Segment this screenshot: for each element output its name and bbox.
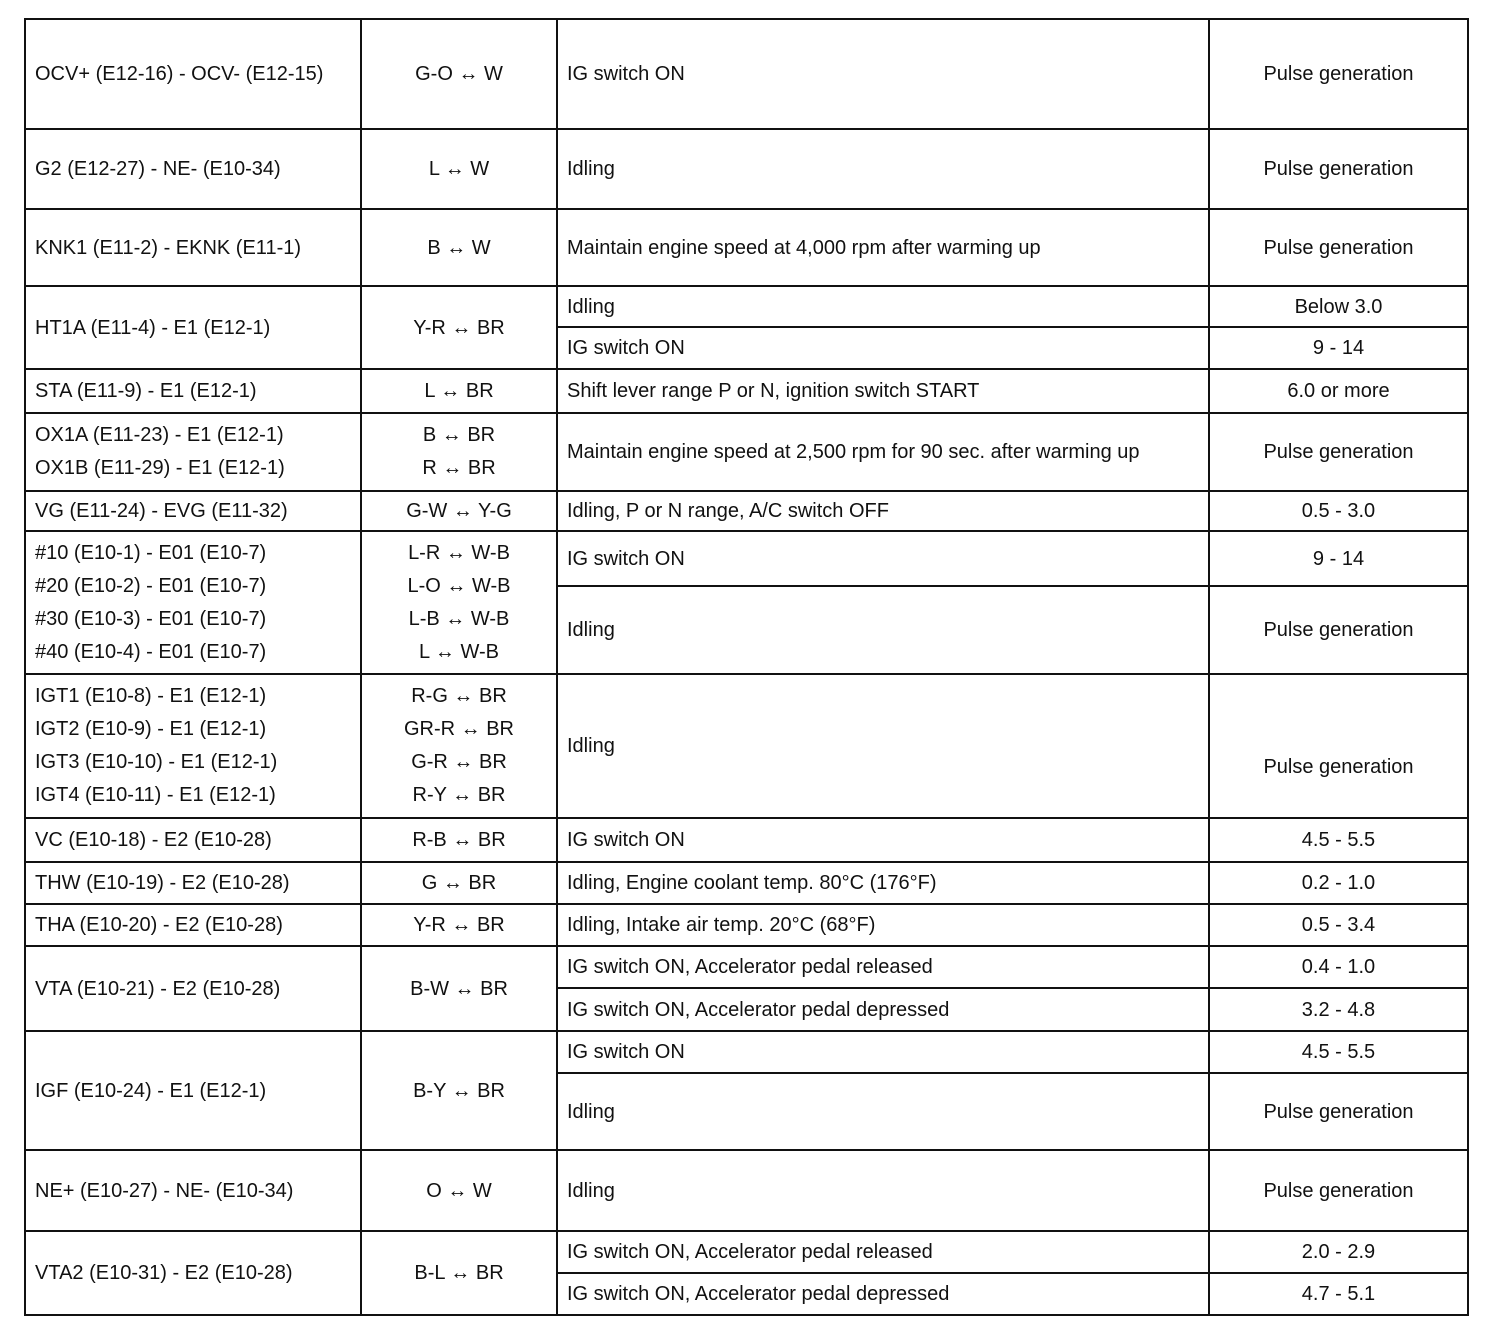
terminal-label: IGT1 (E10-8) - E1 (E12-1) — [35, 685, 267, 707]
wiring-label: L-B ↔ W-B — [408, 607, 510, 630]
terminal-label: OX1A (E11-23) - E1 (E12-1) — [35, 424, 284, 446]
specified-value-cell: 4.7 - 5.1 — [1209, 1273, 1468, 1315]
table-row — [25, 674, 1468, 818]
wiring-label: L ↔ W-B — [418, 640, 499, 663]
condition-cell: Idling — [557, 674, 1209, 818]
specified-value-cell: Below 3.0 — [1209, 286, 1468, 327]
condition-cell: IG switch ON, Accelerator pedal depressed — [557, 1273, 1209, 1315]
terminal-cell: THW (E10-19) - E2 (E10-28) — [25, 862, 361, 904]
wiring-label: L-O ↔ W-B — [407, 574, 511, 597]
terminal-label: OCV+ (E12-16) - OCV- (E12-15) — [35, 63, 324, 85]
specified-value-cell: Pulse generation — [1209, 1073, 1468, 1150]
terminal-label: IGT4 (E10-11) - E1 (E12-1) — [35, 784, 276, 806]
table-row — [25, 369, 1468, 413]
specified-value-cell: 6.0 or more — [1209, 369, 1468, 413]
wiring-color-cell: G ↔ BR — [361, 862, 557, 904]
specified-value-cell: Pulse generation — [1209, 674, 1468, 818]
wiring-label: R ↔ BR — [422, 457, 496, 479]
table-row — [25, 286, 1468, 327]
wiring-color-cell: Y-R ↔ BR — [361, 904, 557, 946]
terminal-label: #40 (E10-4) - E01 (E10-7) — [35, 640, 267, 663]
wiring-color-cell: Y-R ↔ BR — [361, 286, 557, 369]
terminal-cell: G2 (E12-27) - NE- (E10-34) — [25, 129, 361, 209]
condition-cell: IG switch ON — [557, 19, 1209, 129]
specified-value-cell: 4.5 - 5.5 — [1209, 1031, 1468, 1073]
specified-value-cell: 9 - 14 — [1209, 327, 1468, 369]
condition-cell: Shift lever range P or N, ignition switch START — [557, 369, 1209, 413]
table-row — [25, 531, 1468, 586]
terminal-label: IGT3 (E10-10) - E1 (E12-1) — [35, 751, 278, 773]
wiring-color-cell: B-Y ↔ BR — [361, 1031, 557, 1150]
terminal-cell: NE+ (E10-27) - NE- (E10-34) — [25, 1150, 361, 1231]
wiring-label: G-R ↔ BR — [411, 751, 507, 773]
specified-value-cell: Pulse generation — [1209, 209, 1468, 286]
wiring-color-cell: B-W ↔ BR — [361, 946, 557, 1031]
specified-value-cell: Pulse generation — [1209, 586, 1468, 674]
specified-value-cell: 9 - 14 — [1209, 531, 1468, 586]
condition-cell: Maintain engine speed at 4,000 rpm after warming up — [557, 209, 1209, 286]
condition-cell: Idling — [557, 1073, 1209, 1150]
terminal-cell: VC (E10-18) - E2 (E10-28) — [25, 818, 361, 862]
table-row — [25, 1031, 1468, 1073]
condition-cell: Idling — [557, 286, 1209, 327]
specified-value-cell: Pulse generation — [1209, 413, 1468, 491]
wiring-color-cell: R-B ↔ BR — [361, 818, 557, 862]
wiring-color-cell: G-W ↔ Y-G — [361, 491, 557, 531]
table-row — [25, 818, 1468, 862]
terminal-label: OX1B (E11-29) - E1 (E12-1) — [35, 457, 285, 479]
table-row — [25, 904, 1468, 946]
terminal-cell: HT1A (E11-4) - E1 (E12-1) — [25, 286, 361, 369]
wiring-label: GR-R ↔ BR — [404, 718, 514, 740]
specified-value-cell: 3.2 - 4.8 — [1209, 988, 1468, 1031]
terminal-label: IGT2 (E10-9) - E1 (E12-1) — [35, 718, 267, 740]
terminal-label: #30 (E10-3) - E01 (E10-7) — [35, 607, 267, 630]
table-row — [25, 209, 1468, 286]
condition-cell: Idling, Engine coolant temp. 80°C (176°F) — [557, 862, 1209, 904]
terminal-label: #20 (E10-2) - E01 (E10-7) — [35, 574, 267, 597]
wiring-color-cell — [361, 531, 557, 674]
condition-cell: Idling — [557, 586, 1209, 674]
terminal-label: #10 (E10-1) - E01 (E10-7) — [35, 541, 267, 564]
terminal-cell: VTA (E10-21) - E2 (E10-28) — [25, 946, 361, 1031]
condition-cell: IG switch ON — [557, 531, 1209, 586]
terminal-cell: VG (E11-24) - EVG (E11-32) — [25, 491, 361, 531]
condition-cell: IG switch ON — [557, 818, 1209, 862]
condition-cell: IG switch ON — [557, 327, 1209, 369]
terminal-cell — [25, 413, 361, 491]
wiring-color-cell: L ↔ W — [361, 129, 557, 209]
condition-cell: IG switch ON — [557, 1031, 1209, 1073]
wiring-label: R-Y ↔ BR — [412, 784, 506, 806]
wiring-color-cell: O ↔ W — [361, 1150, 557, 1231]
condition-cell: Idling — [557, 1150, 1209, 1231]
condition-cell: Idling, P or N range, A/C switch OFF — [557, 491, 1209, 531]
wiring-label: B ↔ BR — [422, 424, 496, 446]
table-row — [25, 129, 1468, 209]
terminal-cell — [25, 531, 361, 674]
specified-value-cell: 0.5 - 3.4 — [1209, 904, 1468, 946]
wiring-label: L-R ↔ W-B — [408, 541, 510, 564]
terminal-cell: KNK1 (E11-2) - EKNK (E11-1) — [25, 209, 361, 286]
table-row — [25, 1231, 1468, 1273]
terminal-cell — [25, 19, 361, 129]
condition-cell: Idling — [557, 129, 1209, 209]
condition-cell: Idling, Intake air temp. 20°C (68°F) — [557, 904, 1209, 946]
condition-cell: IG switch ON, Accelerator pedal released — [557, 946, 1209, 988]
table-row — [25, 1150, 1468, 1231]
wiring-color-cell: B-L ↔ BR — [361, 1231, 557, 1315]
specified-value-cell: 0.5 - 3.0 — [1209, 491, 1468, 531]
terminal-voltage-spec-table — [24, 18, 1469, 1316]
table-row — [25, 946, 1468, 988]
wiring-color-cell — [361, 413, 557, 491]
specified-value-cell: 2.0 - 2.9 — [1209, 1231, 1468, 1273]
specified-value-cell: 4.5 - 5.5 — [1209, 818, 1468, 862]
wiring-color-cell: L ↔ BR — [361, 369, 557, 413]
specified-value-cell: 0.2 - 1.0 — [1209, 862, 1468, 904]
terminal-cell: THA (E10-20) - E2 (E10-28) — [25, 904, 361, 946]
specified-value-cell: Pulse generation — [1209, 129, 1468, 209]
terminal-cell: VTA2 (E10-31) - E2 (E10-28) — [25, 1231, 361, 1315]
specified-value-cell: Pulse generation — [1209, 19, 1468, 129]
condition-cell: IG switch ON, Accelerator pedal released — [557, 1231, 1209, 1273]
condition-cell: IG switch ON, Accelerator pedal depressed — [557, 988, 1209, 1031]
table-row — [25, 491, 1468, 531]
wiring-color-cell — [361, 674, 557, 818]
wiring-color-cell: G-O ↔ W — [361, 19, 557, 129]
terminal-cell: IGF (E10-24) - E1 (E12-1) — [25, 1031, 361, 1150]
condition-cell: Maintain engine speed at 2,500 rpm for 90 sec. after warming up — [557, 413, 1209, 491]
terminal-cell: STA (E11-9) - E1 (E12-1) — [25, 369, 361, 413]
specified-value-cell: 0.4 - 1.0 — [1209, 946, 1468, 988]
table-row — [25, 413, 1468, 491]
table-row — [25, 862, 1468, 904]
specified-value-cell: Pulse generation — [1209, 1150, 1468, 1231]
wiring-label: R-G ↔ BR — [411, 685, 507, 707]
terminal-cell — [25, 674, 361, 818]
table-row — [25, 19, 1468, 129]
wiring-color-cell: B ↔ W — [361, 209, 557, 286]
